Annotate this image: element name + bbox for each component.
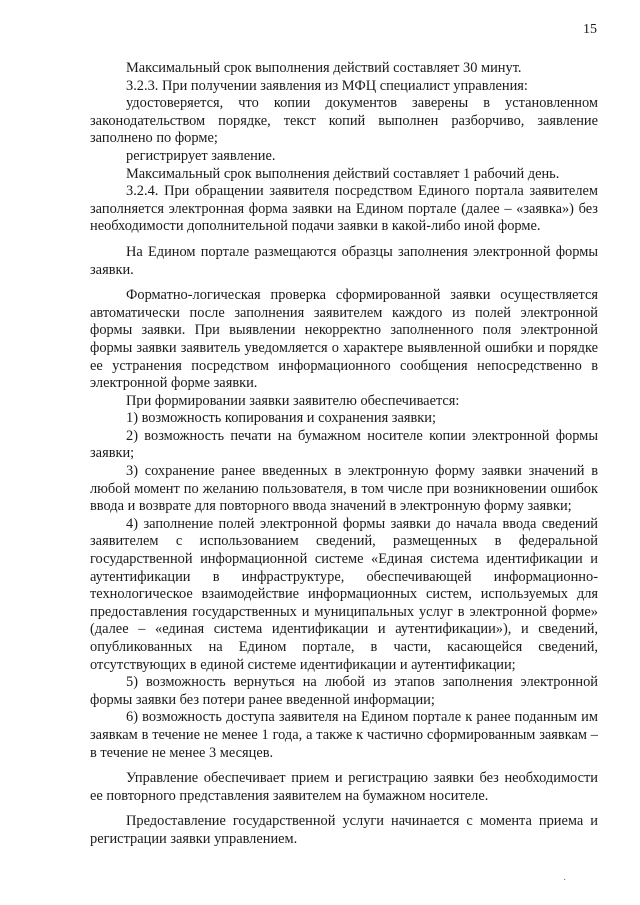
paragraph: При формировании заявки заявителю обеспечивается: — [126, 392, 460, 409]
paragraph: удостоверяется, что копии документов заверены в установленном законодательством порядке, текст копий выполнен разборчиво, заявление заполнено по форме; — [90, 95, 598, 147]
list-item: 6) возможность доступа заявителя на Едином портале к ранее поданным им заявкам в течение не менее 1 года, а также к частично сформированным заявкам – в течение не менее 3 месяцев. — [90, 709, 598, 761]
paragraph: Управление обеспечивает прием и регистрацию заявки без необходимости ее повторного представления заявителем на бумажном носителе. — [90, 770, 598, 804]
list-item: 1) возможность копирования и сохранения заявки; — [126, 410, 436, 427]
list-item: 3) сохранение ранее введенных в электронную форму заявки значений в любой момент по желанию пользователя, в том числе при возникновении ошибок ввода и возврате для повторного ввода значений в электронную форму заявки; — [90, 463, 598, 515]
paragraph: регистрирует заявление. — [126, 147, 276, 164]
paragraph: На Едином портале размещаются образцы заполнения электронной формы заявки. — [90, 243, 598, 278]
paragraph: Максимальный срок выполнения действий составляет 30 минут. — [126, 60, 522, 76]
paragraph: Предоставление государственной услуги начинается с момента приема и регистрации заявки управлением. — [90, 813, 598, 847]
page-number: 15 — [583, 22, 597, 37]
paragraph: 3.2.3. При получении заявления из МФЦ специалист управления: — [126, 77, 528, 94]
paragraph: Форматно-логическая проверка сформированной заявки осуществляется автоматически после заполнения заявителем каждого из полей электронной формы заявки. При выявлении некорректно заполненного поля электронной формы заявки заявитель уведомляется о характере выявленной ошибки и порядке ее устранения посредством информационного сообщения непосредственно в электронной форме заявки. — [90, 287, 598, 392]
list-item: 5) возможность вернуться на любой из этапов заполнения электронной формы заявки без потери ранее введенной информации; — [90, 674, 598, 708]
scan-artifact: ˙ — [563, 878, 567, 889]
paragraph: Максимальный срок выполнения действий составляет 1 рабочий день. — [126, 165, 560, 182]
list-item: 2) возможность печати на бумажном носителе копии электронной формы заявки; — [90, 427, 598, 462]
document-body — [90, 60, 598, 849]
paragraph: 3.2.4. При обращении заявителя посредством Единого портала заявителем заполняется электронная форма заявки на Едином портале (далее – «заявка») без необходимости дополнительной подачи заявки в какой-либо иной форме. — [90, 183, 598, 235]
list-item: 4) заполнение полей электронной формы заявки до начала ввода сведений заявителем с использованием сведений, размещенных в федеральной государственной информационной системе «Единая система идентификации и аутентификации в инфраструктуре, обеспечивающей информационно-технологическое взаимодействие информационных систем, используемых для предоставления государственных и муниципальных услуг в электронной форме» (далее – «единая система идентификации и аутентификации»), и сведений, опубликованных на Едином портале, в части, касающейся сведений, отсутствующих в единой системе идентификации и аутентификации; — [90, 515, 598, 673]
